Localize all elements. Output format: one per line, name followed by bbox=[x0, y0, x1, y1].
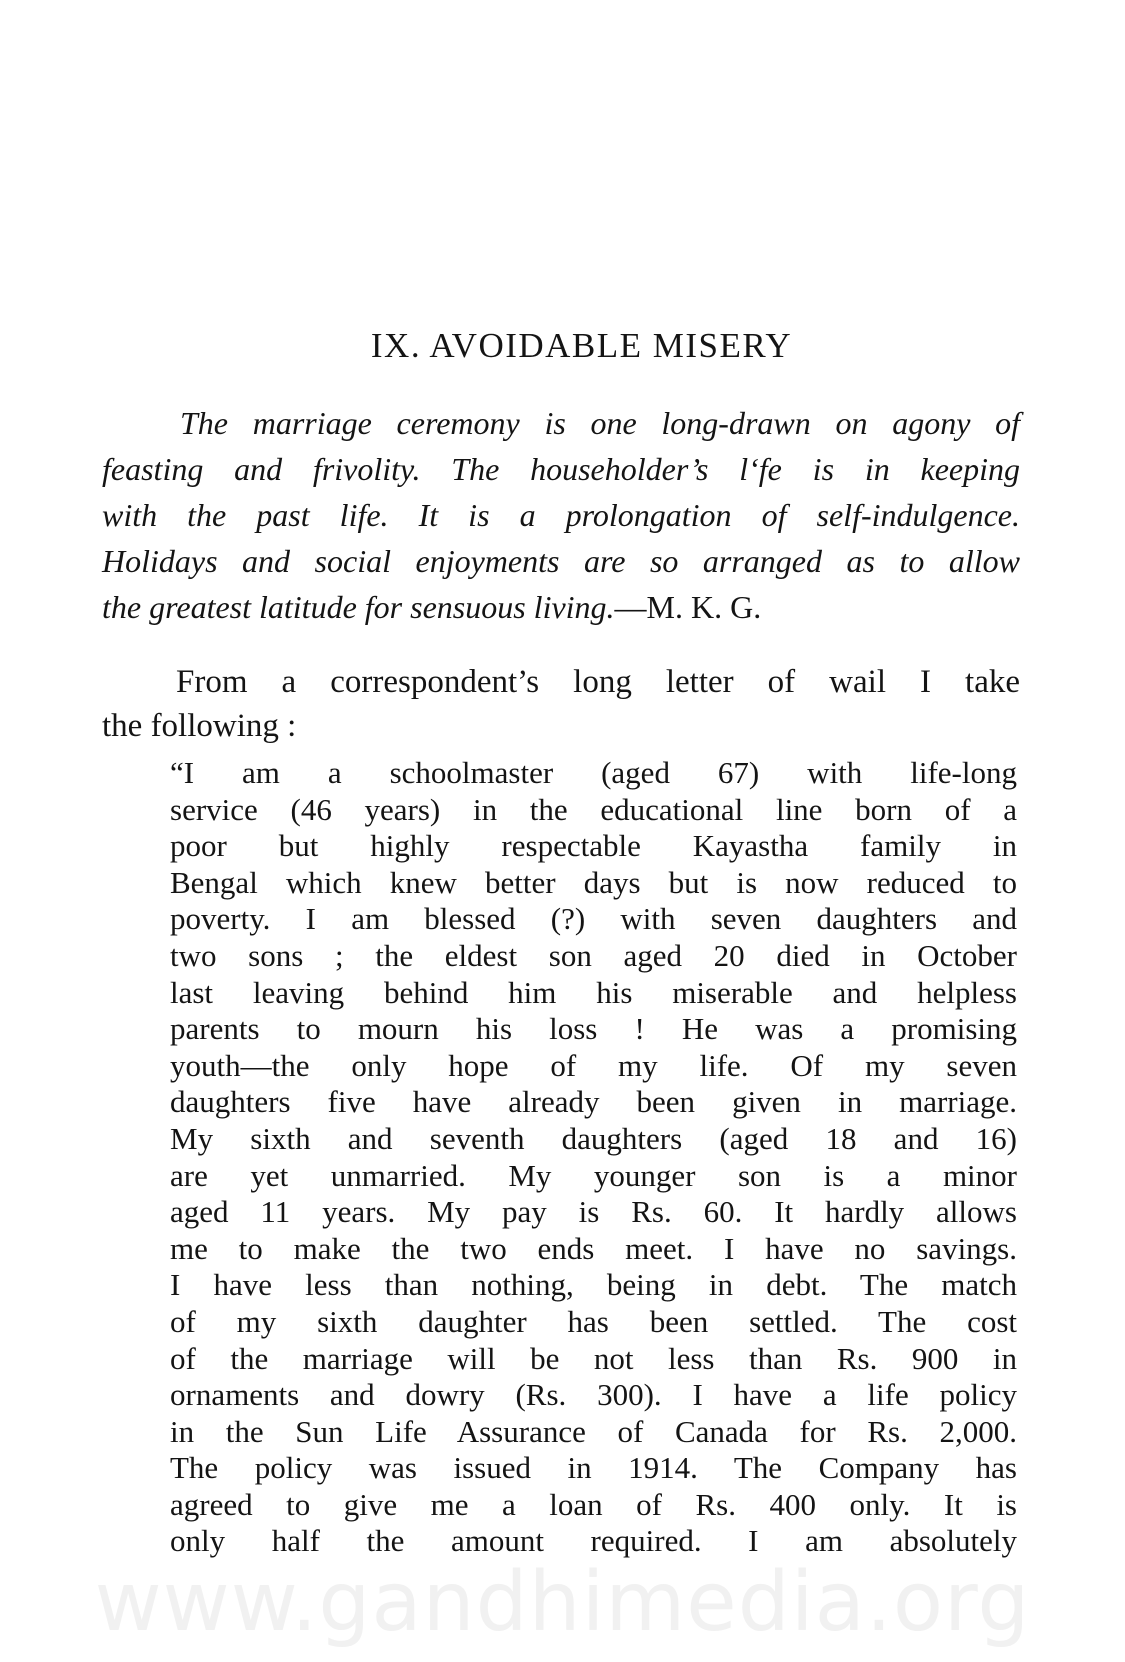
letter-line: service (46 years) in the educational line born of a bbox=[170, 791, 1017, 827]
letter-line: of the marriage will be not less than Rs. 900 in bbox=[170, 1340, 1017, 1376]
letter-line: last leaving behind him his miserable and helpless bbox=[170, 974, 1017, 1010]
letter-line: “I am a schoolmaster (aged 67) with life-long bbox=[170, 755, 1017, 790]
epigraph-line: with the past life. It is a prolongation of self-indulgence. bbox=[102, 497, 1020, 533]
letter-line: I have less than nothing, being in debt. The match bbox=[170, 1267, 1017, 1303]
epigraph-line-text: the greatest latitude for sensuous living. bbox=[102, 589, 615, 625]
chapter-title: IX. AVOIDABLE MISERY bbox=[370, 326, 793, 365]
epigraph bbox=[102, 400, 1020, 630]
letter-line: daughters five have already been given in marriage. bbox=[170, 1084, 1017, 1120]
letter-line: ornaments and dowry (Rs. 300). I have a life policy bbox=[170, 1377, 1017, 1413]
epigraph-line: feasting and frivolity. The householder’s l‘fe is in keeping bbox=[102, 451, 1020, 487]
letter-line: The policy was issued in 1914. The Company has bbox=[170, 1450, 1017, 1486]
letter-line: aged 11 years. My pay is Rs. 60. It hardly allows bbox=[170, 1194, 1017, 1230]
letter-line: youth—the only hope of my life. Of my seven bbox=[170, 1047, 1017, 1083]
letter-line: two sons ; the eldest son aged 20 died in October bbox=[170, 937, 1017, 973]
epigraph-line: The marriage ceremony is one long-drawn on agony of bbox=[180, 405, 1020, 441]
letter-line: poverty. I am blessed (?) with seven daughters and bbox=[170, 901, 1017, 937]
intro-line: the following : bbox=[102, 708, 297, 744]
intro-line: From a correspondent’s long letter of wail I take bbox=[176, 664, 1020, 700]
letter-line: me to make the two ends meet. I have no savings. bbox=[170, 1230, 1017, 1266]
letter-line: in the Sun Life Assurance of Canada for Rs. 2,000. bbox=[170, 1413, 1017, 1449]
epigraph-line: Holidays and social enjoyments are so arranged as to allow bbox=[102, 543, 1020, 579]
watermark: www.gandhimedia.org bbox=[94, 1555, 1031, 1650]
epigraph-last-line bbox=[102, 584, 1020, 630]
letter-line: are yet unmarried. My younger son is a minor bbox=[170, 1157, 1017, 1193]
letter-line: parents to mourn his loss ! He was a promising bbox=[170, 1011, 1017, 1047]
epigraph-attribution: —M. K. G. bbox=[614, 589, 762, 625]
letter-line: agreed to give me a loan of Rs. 400 only. It is bbox=[170, 1486, 1017, 1522]
letter-line: My sixth and seventh daughters (aged 18 and 16) bbox=[170, 1120, 1017, 1156]
letter-line: poor but highly respectable Kayastha family in bbox=[170, 828, 1017, 864]
intro-paragraph bbox=[102, 660, 1020, 748]
quoted-letter bbox=[170, 755, 1017, 1560]
letter-line: Bengal which knew better days but is now reduced to bbox=[170, 864, 1017, 900]
letter-line: only half the amount required. I am absolutely bbox=[170, 1523, 1017, 1559]
letter-line: of my sixth daughter has been settled. The cost bbox=[170, 1303, 1017, 1339]
